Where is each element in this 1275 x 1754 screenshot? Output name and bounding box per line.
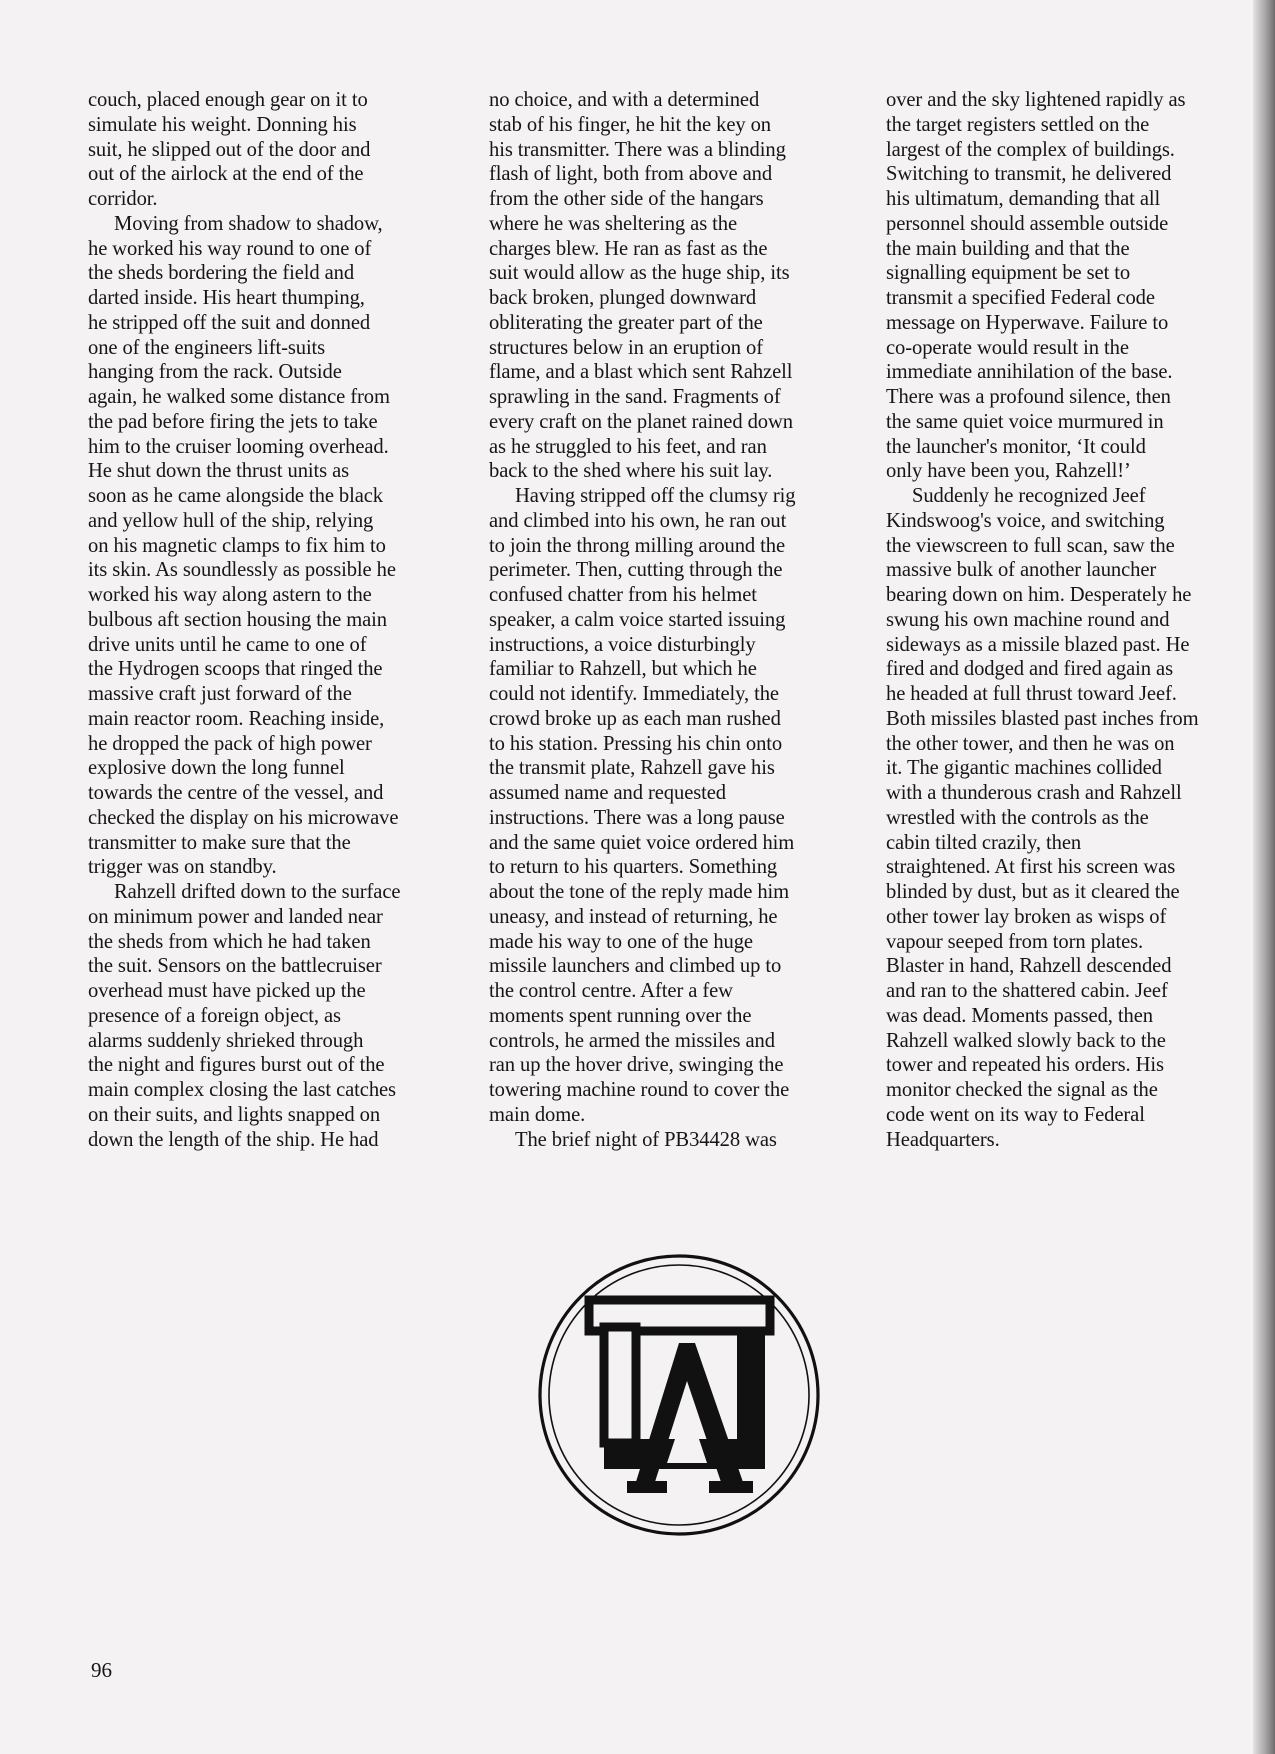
paragraph [88, 88, 458, 212]
text-line: immediate annihilation of the base. [886, 361, 1173, 384]
text-line: worked his way along astern to the [88, 584, 372, 606]
text-line: suit would allow as the huge ship, its [489, 262, 790, 285]
text-line: simulate his weight. Donning his [88, 113, 357, 136]
text-line: out of the airlock at the end of the [88, 163, 364, 186]
text-line: again, he walked some distance from [88, 386, 390, 408]
text-line: the other tower, and then he was on [886, 732, 1175, 755]
text-line: Moving from shadow to shadow, [114, 212, 383, 235]
text-line: Rahzell walked slowly back to the [886, 1029, 1166, 1052]
text-line: Kindswoog's voice, and switching [886, 509, 1165, 532]
text-line: the control centre. After a few [489, 980, 733, 1002]
text-line: sideways as a missile blazed past. He [886, 633, 1190, 656]
text-line: as he struggled to his feet, and ran [489, 435, 767, 458]
text-line: and the same quiet voice ordered him [489, 831, 795, 854]
text-line: no choice, and with a determined [489, 89, 760, 111]
text-line: obliterating the greater part of the [489, 311, 763, 334]
text-line: vapour seeped from torn plates. [886, 930, 1144, 953]
ua-monogram-icon [537, 1253, 821, 1537]
text-line: bulbous aft section housing the main [88, 608, 387, 631]
page-number: 96 [91, 1658, 112, 1682]
text-line: Rahzell drifted down to the surface [114, 881, 401, 903]
text-line: assumed name and requested [489, 782, 727, 804]
text-line: the same quiet voice murmured in [886, 410, 1164, 433]
text-line: every craft on the planet rained down [489, 410, 793, 433]
text-line: to join the throng milling around the [489, 534, 786, 557]
text-line: stab of his finger, he hit the key on [489, 113, 772, 136]
text-line: crowd broke up as each man rushed [489, 707, 781, 730]
text-line: flame, and a blast which sent Rahzell [489, 361, 793, 384]
text-line: hanging from the rack. Outside [88, 361, 342, 384]
text-line: the viewscreen to full scan, saw the [886, 534, 1175, 557]
text-line: and climbed into his own, he ran out [489, 509, 787, 532]
text-line: blinded by dust, but as it cleared the [886, 881, 1180, 903]
text-line: message on Hyperwave. Failure to [886, 311, 1169, 334]
text-line: familiar to Rahzell, but which he [489, 658, 757, 681]
text-line: structures below in an eruption of [489, 336, 763, 359]
text-line: the launcher's monitor, ‘It could [886, 435, 1146, 458]
text-line: perimeter. Then, cutting through the [489, 559, 783, 582]
text-line: the pad before firing the jets to take [88, 410, 378, 433]
text-line: monitor checked the signal as the [886, 1079, 1158, 1101]
text-line: with a thunderous crash and Rahzell [886, 782, 1182, 804]
text-line: tower and repeated his orders. His [886, 1054, 1164, 1077]
text-line: back broken, plunged downward [489, 287, 757, 309]
text-line: instructions. There was a long pause [489, 806, 785, 829]
text-line: made his way to one of the huge [489, 930, 753, 953]
text-line: instructions, a voice disturbingly [489, 633, 756, 656]
text-line: ran up the hover drive, swinging the [489, 1054, 784, 1077]
text-line: one of the engineers lift-suits [88, 336, 326, 359]
text-line: sprawling in the sand. Fragments of [489, 386, 781, 408]
paragraph [489, 88, 859, 484]
text-line: There was a profound silence, then [886, 386, 1171, 408]
text-line: Having stripped off the clumsy rig [515, 485, 796, 507]
text-line: wrestled with the controls as the [886, 806, 1149, 829]
text-line: towards the centre of the vessel, and [88, 782, 384, 804]
text-line: confused chatter from his helmet [489, 584, 757, 606]
text-line: signalling equipment be set to [886, 262, 1131, 285]
text-line: main complex closing the last catches [88, 1079, 396, 1101]
text-line: largest of the complex of buildings. [886, 138, 1175, 161]
text-line: flash of light, both from above and [489, 163, 773, 186]
text-line: the Hydrogen scoops that ringed the [88, 658, 383, 681]
text-line: Switching to transmit, he delivered [886, 163, 1172, 186]
paragraph [886, 88, 1256, 484]
text-line: massive bulk of another launcher [886, 559, 1157, 582]
text-line: he dropped the pack of high power [88, 732, 372, 755]
text-line: where he was sheltering as the [489, 212, 738, 235]
text-line: his ultimatum, demanding that all [886, 188, 1161, 210]
text-line: over and the sky lightened rapidly as [886, 89, 1186, 111]
text-line: Suddenly he recognized Jeef [912, 485, 1146, 507]
text-line: speaker, a calm voice started issuing [489, 608, 786, 631]
paragraph [489, 1128, 859, 1153]
text-line: overhead must have picked up the [88, 980, 366, 1002]
paragraph [886, 484, 1256, 1152]
text-line: on their suits, and lights snapped on [88, 1103, 381, 1126]
text-line: personnel should assemble outside [886, 212, 1169, 235]
text-line: cabin tilted crazily, then [886, 831, 1082, 854]
text-line: suit, he slipped out of the door and [88, 138, 371, 161]
text-line: swung his own machine round and [886, 608, 1170, 631]
text-line: transmitter to make sure that the [88, 831, 351, 854]
text-line: explosive down the long funnel [88, 757, 345, 780]
article-column-3 [886, 88, 1256, 1152]
text-line: and yellow hull of the ship, relying [88, 509, 374, 532]
text-line: was dead. Moments passed, then [886, 1004, 1153, 1027]
text-line: to return to his quarters. Something [489, 856, 778, 879]
text-line: controls, he armed the missiles and [489, 1029, 775, 1052]
text-line: he headed at full thrust toward Jeef. [886, 683, 1177, 705]
text-line: the transmit plate, Rahzell gave his [489, 757, 775, 780]
text-line: fired and dodged and fired again as [886, 658, 1173, 681]
text-line: alarms suddenly shrieked through [88, 1029, 364, 1052]
article-body [88, 88, 1268, 1168]
text-line: uneasy, and instead of returning, he [489, 905, 778, 928]
text-line: on minimum power and landed near [88, 905, 383, 928]
text-line: couch, placed enough gear on it to [88, 89, 368, 111]
text-line: down the length of the ship. He had [88, 1128, 379, 1151]
text-line: The brief night of PB34428 was [515, 1128, 777, 1151]
text-line: trigger was on standby. [88, 856, 277, 879]
text-line: checked the display on his microwave [88, 806, 399, 829]
text-line: the suit. Sensors on the battlecruiser [88, 955, 382, 978]
text-line: and ran to the shattered cabin. Jeef [886, 980, 1168, 1002]
text-line: the sheds from which he had taken [88, 930, 371, 953]
article-column-1 [88, 88, 458, 1152]
text-line: Blaster in hand, Rahzell descended [886, 955, 1172, 978]
text-line: he stripped off the suit and donned [88, 311, 371, 334]
text-line: the sheds bordering the field and [88, 262, 355, 285]
text-line: co-operate would result in the [886, 336, 1129, 359]
text-line: missile launchers and climbed up to [489, 955, 782, 978]
text-line: him to the cruiser looming overhead. [88, 435, 389, 458]
text-line: the main building and that the [886, 237, 1130, 260]
text-line: transmit a specified Federal code [886, 287, 1155, 309]
text-line: the target registers settled on the [886, 113, 1150, 136]
text-line: could not identify. Immediately, the [489, 683, 779, 705]
text-line: about the tone of the reply made him [489, 881, 790, 903]
text-line: he worked his way round to one of [88, 237, 372, 260]
text-line: straightened. At first his screen was [886, 856, 1176, 879]
text-line: back to the shed where his suit lay. [489, 460, 773, 483]
text-line: only have been you, Rahzell!’ [886, 460, 1131, 483]
text-line: the night and figures burst out of the [88, 1054, 385, 1077]
text-line: corridor. [88, 188, 158, 210]
text-line: from the other side of the hangars [489, 188, 764, 210]
text-line: bearing down on him. Desperately he [886, 584, 1192, 606]
text-line: to his station. Pressing his chin onto [489, 732, 783, 755]
text-line: code went on its way to Federal [886, 1103, 1145, 1126]
text-line: Both missiles blasted past inches from [886, 707, 1199, 730]
text-line: He shut down the thrust units as [88, 460, 350, 483]
text-line: other tower lay broken as wisps of [886, 905, 1167, 928]
text-line: massive craft just forward of the [88, 683, 352, 705]
text-line: darted inside. His heart thumping, [88, 287, 365, 309]
text-line: its skin. As soundlessly as possible he [88, 559, 396, 582]
text-line: presence of a foreign object, as [88, 1004, 341, 1027]
text-line: on his magnetic clamps to fix him to [88, 534, 386, 557]
article-column-2 [489, 88, 859, 1152]
text-line: charges blew. He ran as fast as the [489, 237, 768, 260]
text-line: his transmitter. There was a blinding [489, 138, 786, 161]
text-line: it. The gigantic machines collided [886, 757, 1162, 780]
text-line: moments spent running over the [489, 1004, 752, 1027]
text-line: main dome. [489, 1103, 586, 1126]
text-line: soon as he came alongside the black [88, 485, 384, 507]
text-line: main reactor room. Reaching inside, [88, 707, 385, 730]
text-line: Headquarters. [886, 1128, 1000, 1151]
text-line: towering machine round to cover the [489, 1079, 790, 1101]
paragraph [88, 880, 458, 1152]
paragraph [88, 212, 458, 880]
paragraph [489, 484, 859, 1128]
text-line: drive units until he came to one of [88, 633, 367, 656]
